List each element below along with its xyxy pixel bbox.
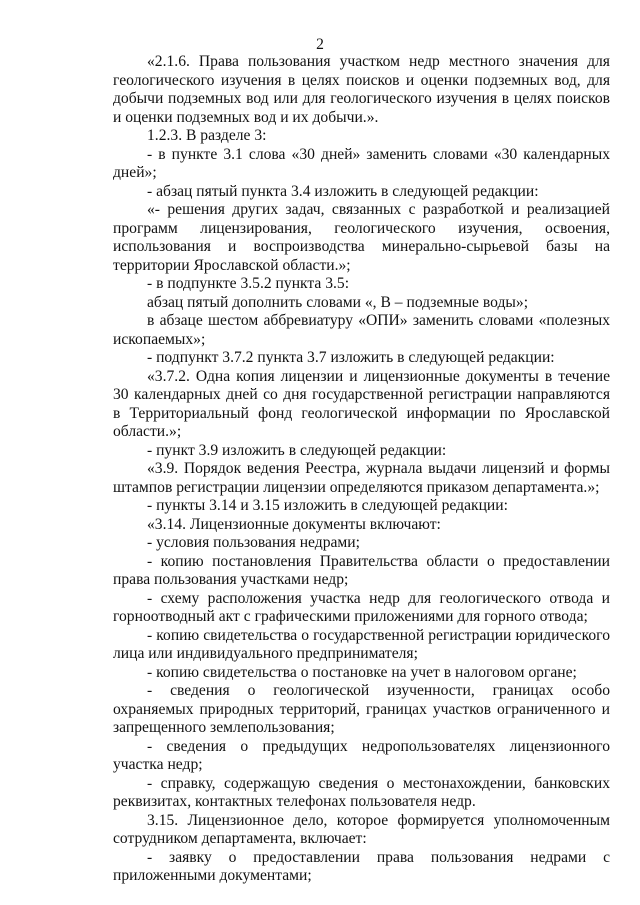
paragraph: - сведения о геологической изученности, границах особо охраняемых природных территорий, границах участков ограниченного и запрещенного землепользования; xyxy=(113,682,610,736)
paragraph: 1.2.3. В разделе 3: xyxy=(147,127,267,144)
paragraph: «3.9. Порядок ведения Реестра, журнала выдачи лицензий и формы штампов регистрации лицензии определяются приказом департамента.»; xyxy=(113,460,610,496)
paragraph: - подпункт 3.7.2 пункта 3.7 изложить в следующей редакции: xyxy=(147,349,555,366)
paragraph: - копию свидетельства о постановке на учет в налоговом органе; xyxy=(147,663,577,681)
paragraph: 3.15. Лицензионное дело, которое формируется уполномоченным сотрудником департамента, включает: xyxy=(113,811,610,847)
paragraph: - копию свидетельства о государственной регистрации юридического лица или индивидуального предпринимателя; xyxy=(113,626,610,662)
document-body xyxy=(113,53,610,886)
paragraph: - справку, содержащую сведения о местонахождении, банковских реквизитах, контактных телефонах пользователя недр. xyxy=(113,774,610,810)
paragraph: «3.7.2. Одна копия лицензии и лицензионные документы в течение 30 календарных дней со дня государственной регистрации направляются в Территориальный фонд геологической информации по Ярославской области.»; xyxy=(113,367,610,440)
paragraph: «- решения других задач, связанных с разработкой и реализацией программ лицензирования, геологического изучения, освоения, использования и воспроизводства минерально-сырьевой базы на территории Ярославской области.»; xyxy=(113,201,610,274)
paragraph: «3.14. Лицензионные документы включают: xyxy=(147,515,441,533)
paragraph: - пункт 3.9 изложить в следующей редакции: xyxy=(147,441,447,459)
paragraph: - абзац пятый пункта 3.4 изложить в следующей редакции: xyxy=(147,182,539,200)
paragraph: абзац пятый дополнить словами «, В – подземные воды»; xyxy=(147,293,529,311)
paragraph: - копию постановления Правительства области о предоставлении права пользования участками недр; xyxy=(113,552,610,588)
paragraph: - пункты 3.14 и 3.15 изложить в следующей редакции: xyxy=(147,497,508,514)
paragraph: - в подпункте 3.5.2 пункта 3.5: xyxy=(147,275,350,292)
paragraph: - схему расположения участка недр для геологического отвода и горноотводный акт с графическими приложениями для горного отвода; xyxy=(113,589,610,625)
paragraph: - в пункте 3.1 слова «30 дней» заменить словами «30 календарных дней»; xyxy=(113,145,610,181)
page-number: 2 xyxy=(316,36,324,53)
paragraph: - условия пользования недрами; xyxy=(147,534,360,551)
paragraph: - заявку о предоставлении права пользования недрами с приложенными документами; xyxy=(113,848,610,884)
paragraph: - сведения о предыдущих недропользователях лицензионного участка недр; xyxy=(113,737,610,773)
paragraph: «2.1.6. Права пользования участком недр местного значения для геологического изучения в целях поисков и оценки подземных вод, для добычи подземных вод или для геологического изучения в целях поисков и оценки подземных вод и их добычи.». xyxy=(113,53,610,126)
paragraph: в абзаце шестом аббревиатуру «ОПИ» заменить словами «полезных ископаемых»; xyxy=(113,312,610,348)
